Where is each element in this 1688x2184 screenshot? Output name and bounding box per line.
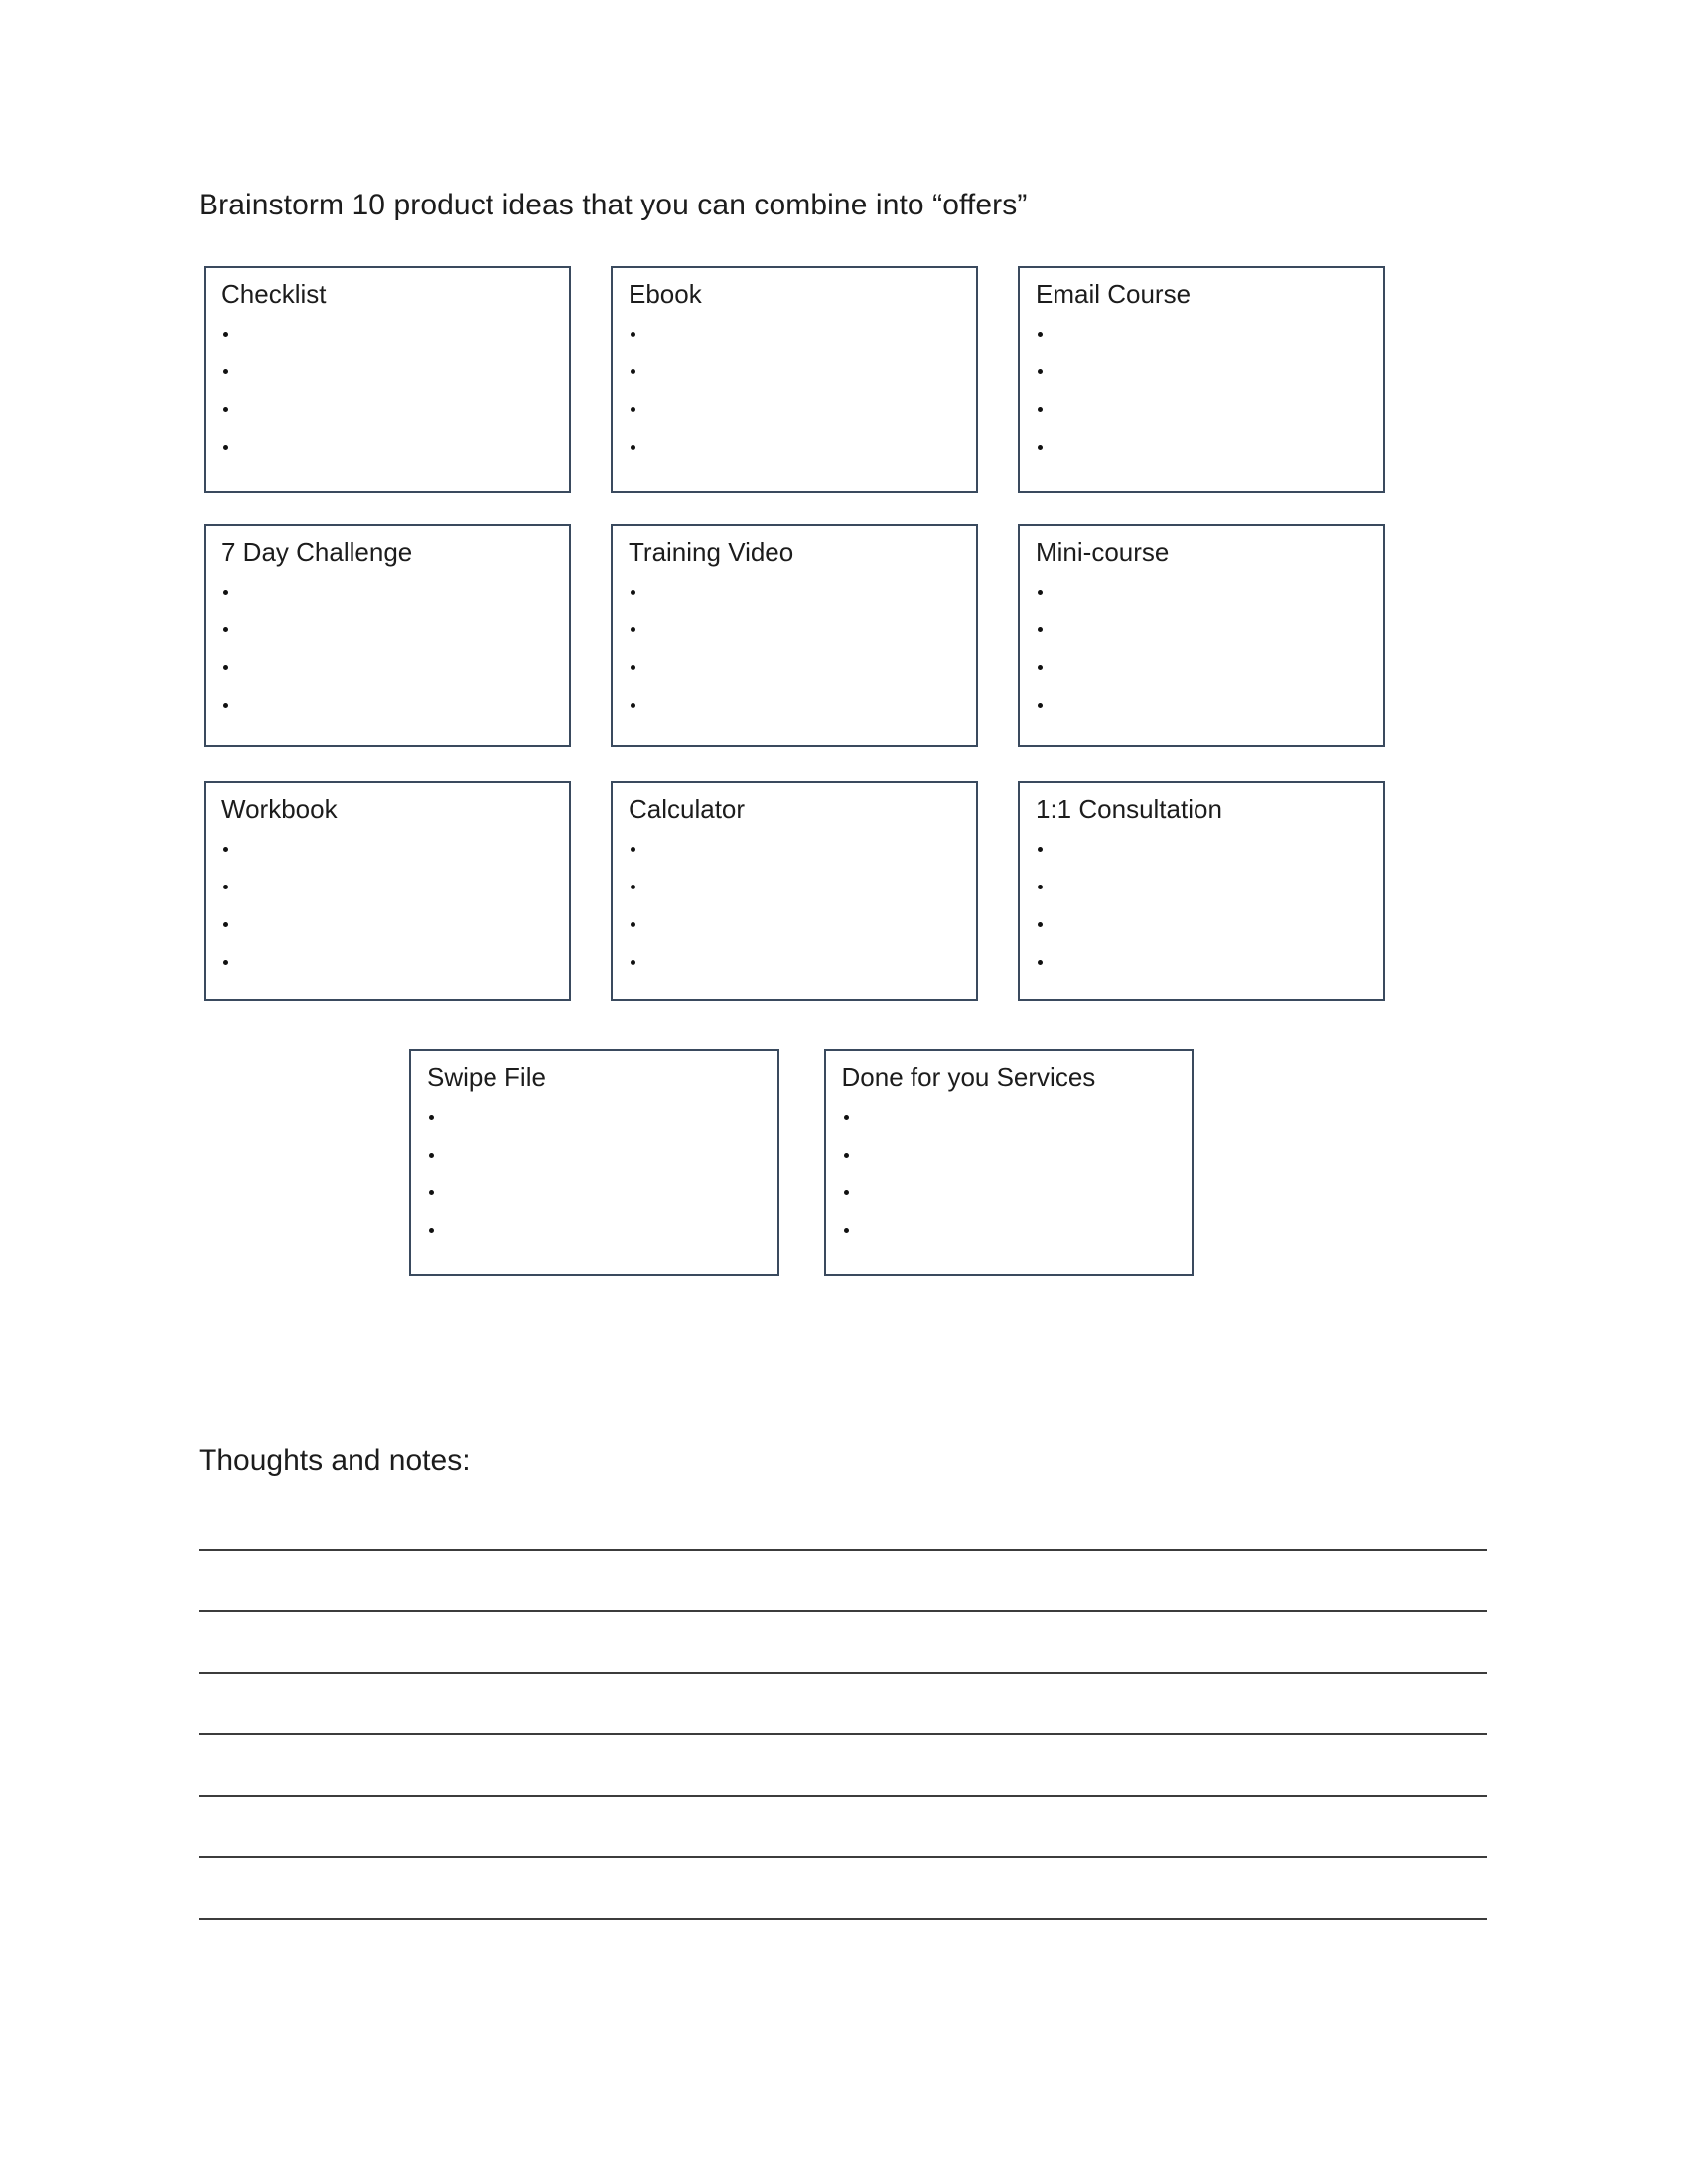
idea-box-bullet-list [427, 1098, 762, 1249]
idea-bullet-item[interactable] [629, 648, 960, 686]
idea-bullet-item[interactable] [221, 868, 553, 905]
idea-bullet-item[interactable] [221, 352, 553, 390]
idea-bullet-item[interactable] [629, 830, 960, 868]
idea-bullet-item[interactable] [427, 1098, 762, 1136]
page-title: Brainstorm 10 product ideas that you can combine into “offers” [199, 189, 1028, 221]
idea-bullet-item[interactable] [1036, 943, 1367, 981]
idea-box-title: 1:1 Consultation [1036, 794, 1222, 824]
idea-box-bullet-list [221, 315, 553, 466]
idea-bullet-item[interactable] [629, 905, 960, 943]
idea-bullet-item[interactable] [629, 352, 960, 390]
idea-bullet-item[interactable] [221, 428, 553, 466]
idea-bullet-item[interactable] [842, 1136, 1177, 1173]
notes-section-title: Thoughts and notes: [199, 1444, 471, 1477]
idea-box-title: Ebook [629, 279, 702, 309]
idea-bullet-item[interactable] [629, 943, 960, 981]
idea-box-mini-course[interactable] [1018, 524, 1385, 747]
idea-bullet-item[interactable] [1036, 390, 1367, 428]
idea-bullet-item[interactable] [629, 315, 960, 352]
idea-bullet-item[interactable] [427, 1136, 762, 1173]
idea-bullet-item[interactable] [842, 1173, 1177, 1211]
idea-row [204, 781, 1484, 1001]
idea-box-1-1-consultation[interactable] [1018, 781, 1385, 1001]
idea-box-bullet-list [221, 830, 553, 981]
idea-bullet-item[interactable] [221, 686, 553, 724]
idea-box-bullet-list [842, 1098, 1177, 1249]
idea-bullet-item[interactable] [221, 830, 553, 868]
idea-box-workbook[interactable] [204, 781, 571, 1001]
idea-box-done-for-you-services[interactable] [824, 1049, 1195, 1276]
idea-bullet-item[interactable] [1036, 830, 1367, 868]
idea-bullet-item[interactable] [629, 390, 960, 428]
idea-box-bullet-list [629, 573, 960, 724]
idea-bullet-item[interactable] [1036, 648, 1367, 686]
idea-box-title: Mini-course [1036, 537, 1170, 567]
idea-box-bullet-list [1036, 830, 1367, 981]
idea-bullet-item[interactable] [221, 648, 553, 686]
idea-box-title: 7 Day Challenge [221, 537, 413, 567]
notes-line[interactable] [199, 1610, 1487, 1612]
notes-line[interactable] [199, 1918, 1487, 1920]
idea-box-title: Email Course [1036, 279, 1192, 309]
idea-box-title: Swipe File [427, 1062, 546, 1092]
idea-bullet-item[interactable] [1036, 905, 1367, 943]
notes-line[interactable] [199, 1549, 1487, 1551]
idea-bullet-item[interactable] [1036, 611, 1367, 648]
idea-bullet-item[interactable] [629, 428, 960, 466]
idea-bullet-item[interactable] [1036, 868, 1367, 905]
idea-box-checklist[interactable] [204, 266, 571, 493]
idea-bullet-item[interactable] [221, 315, 553, 352]
idea-box-title: Done for you Services [841, 1062, 1096, 1092]
idea-bullet-item[interactable] [221, 611, 553, 648]
idea-row [204, 266, 1484, 493]
idea-bullet-item[interactable] [1036, 315, 1367, 352]
idea-box-7-day-challenge[interactable] [204, 524, 571, 747]
idea-bullet-item[interactable] [427, 1211, 762, 1249]
idea-bullet-item[interactable] [221, 573, 553, 611]
idea-box-bullet-list [629, 315, 960, 466]
notes-line[interactable] [199, 1795, 1487, 1797]
idea-box-title: Training Video [629, 537, 794, 567]
idea-box-email-course[interactable] [1018, 266, 1385, 493]
idea-bullet-item[interactable] [221, 905, 553, 943]
idea-bullet-item[interactable] [629, 573, 960, 611]
idea-box-bullet-list [221, 573, 553, 724]
idea-bullet-item[interactable] [629, 611, 960, 648]
notes-line[interactable] [199, 1856, 1487, 1858]
idea-box-swipe-file[interactable] [409, 1049, 779, 1276]
idea-box-title: Checklist [221, 279, 327, 309]
idea-bullet-item[interactable] [1036, 428, 1367, 466]
idea-box-bullet-list [629, 830, 960, 981]
idea-box-ebook[interactable] [611, 266, 978, 493]
idea-row [204, 524, 1484, 747]
idea-bullet-item[interactable] [629, 868, 960, 905]
idea-box-bullet-list [1036, 315, 1367, 466]
idea-box-calculator[interactable] [611, 781, 978, 1001]
idea-bullet-item[interactable] [1036, 686, 1367, 724]
notes-writing-lines [199, 1549, 1487, 1920]
idea-bullet-item[interactable] [629, 686, 960, 724]
idea-bullet-item[interactable] [221, 390, 553, 428]
idea-box-training-video[interactable] [611, 524, 978, 747]
idea-bullet-item[interactable] [1036, 573, 1367, 611]
notes-line[interactable] [199, 1672, 1487, 1674]
idea-bullet-item[interactable] [1036, 352, 1367, 390]
notes-line[interactable] [199, 1733, 1487, 1735]
idea-bullet-item[interactable] [842, 1211, 1177, 1249]
idea-bullet-item[interactable] [427, 1173, 762, 1211]
idea-box-bullet-list [1036, 573, 1367, 724]
idea-bullet-item[interactable] [221, 943, 553, 981]
idea-box-title: Calculator [629, 794, 746, 824]
idea-bullet-item[interactable] [842, 1098, 1177, 1136]
idea-row [409, 1049, 1194, 1276]
idea-box-title: Workbook [221, 794, 338, 824]
